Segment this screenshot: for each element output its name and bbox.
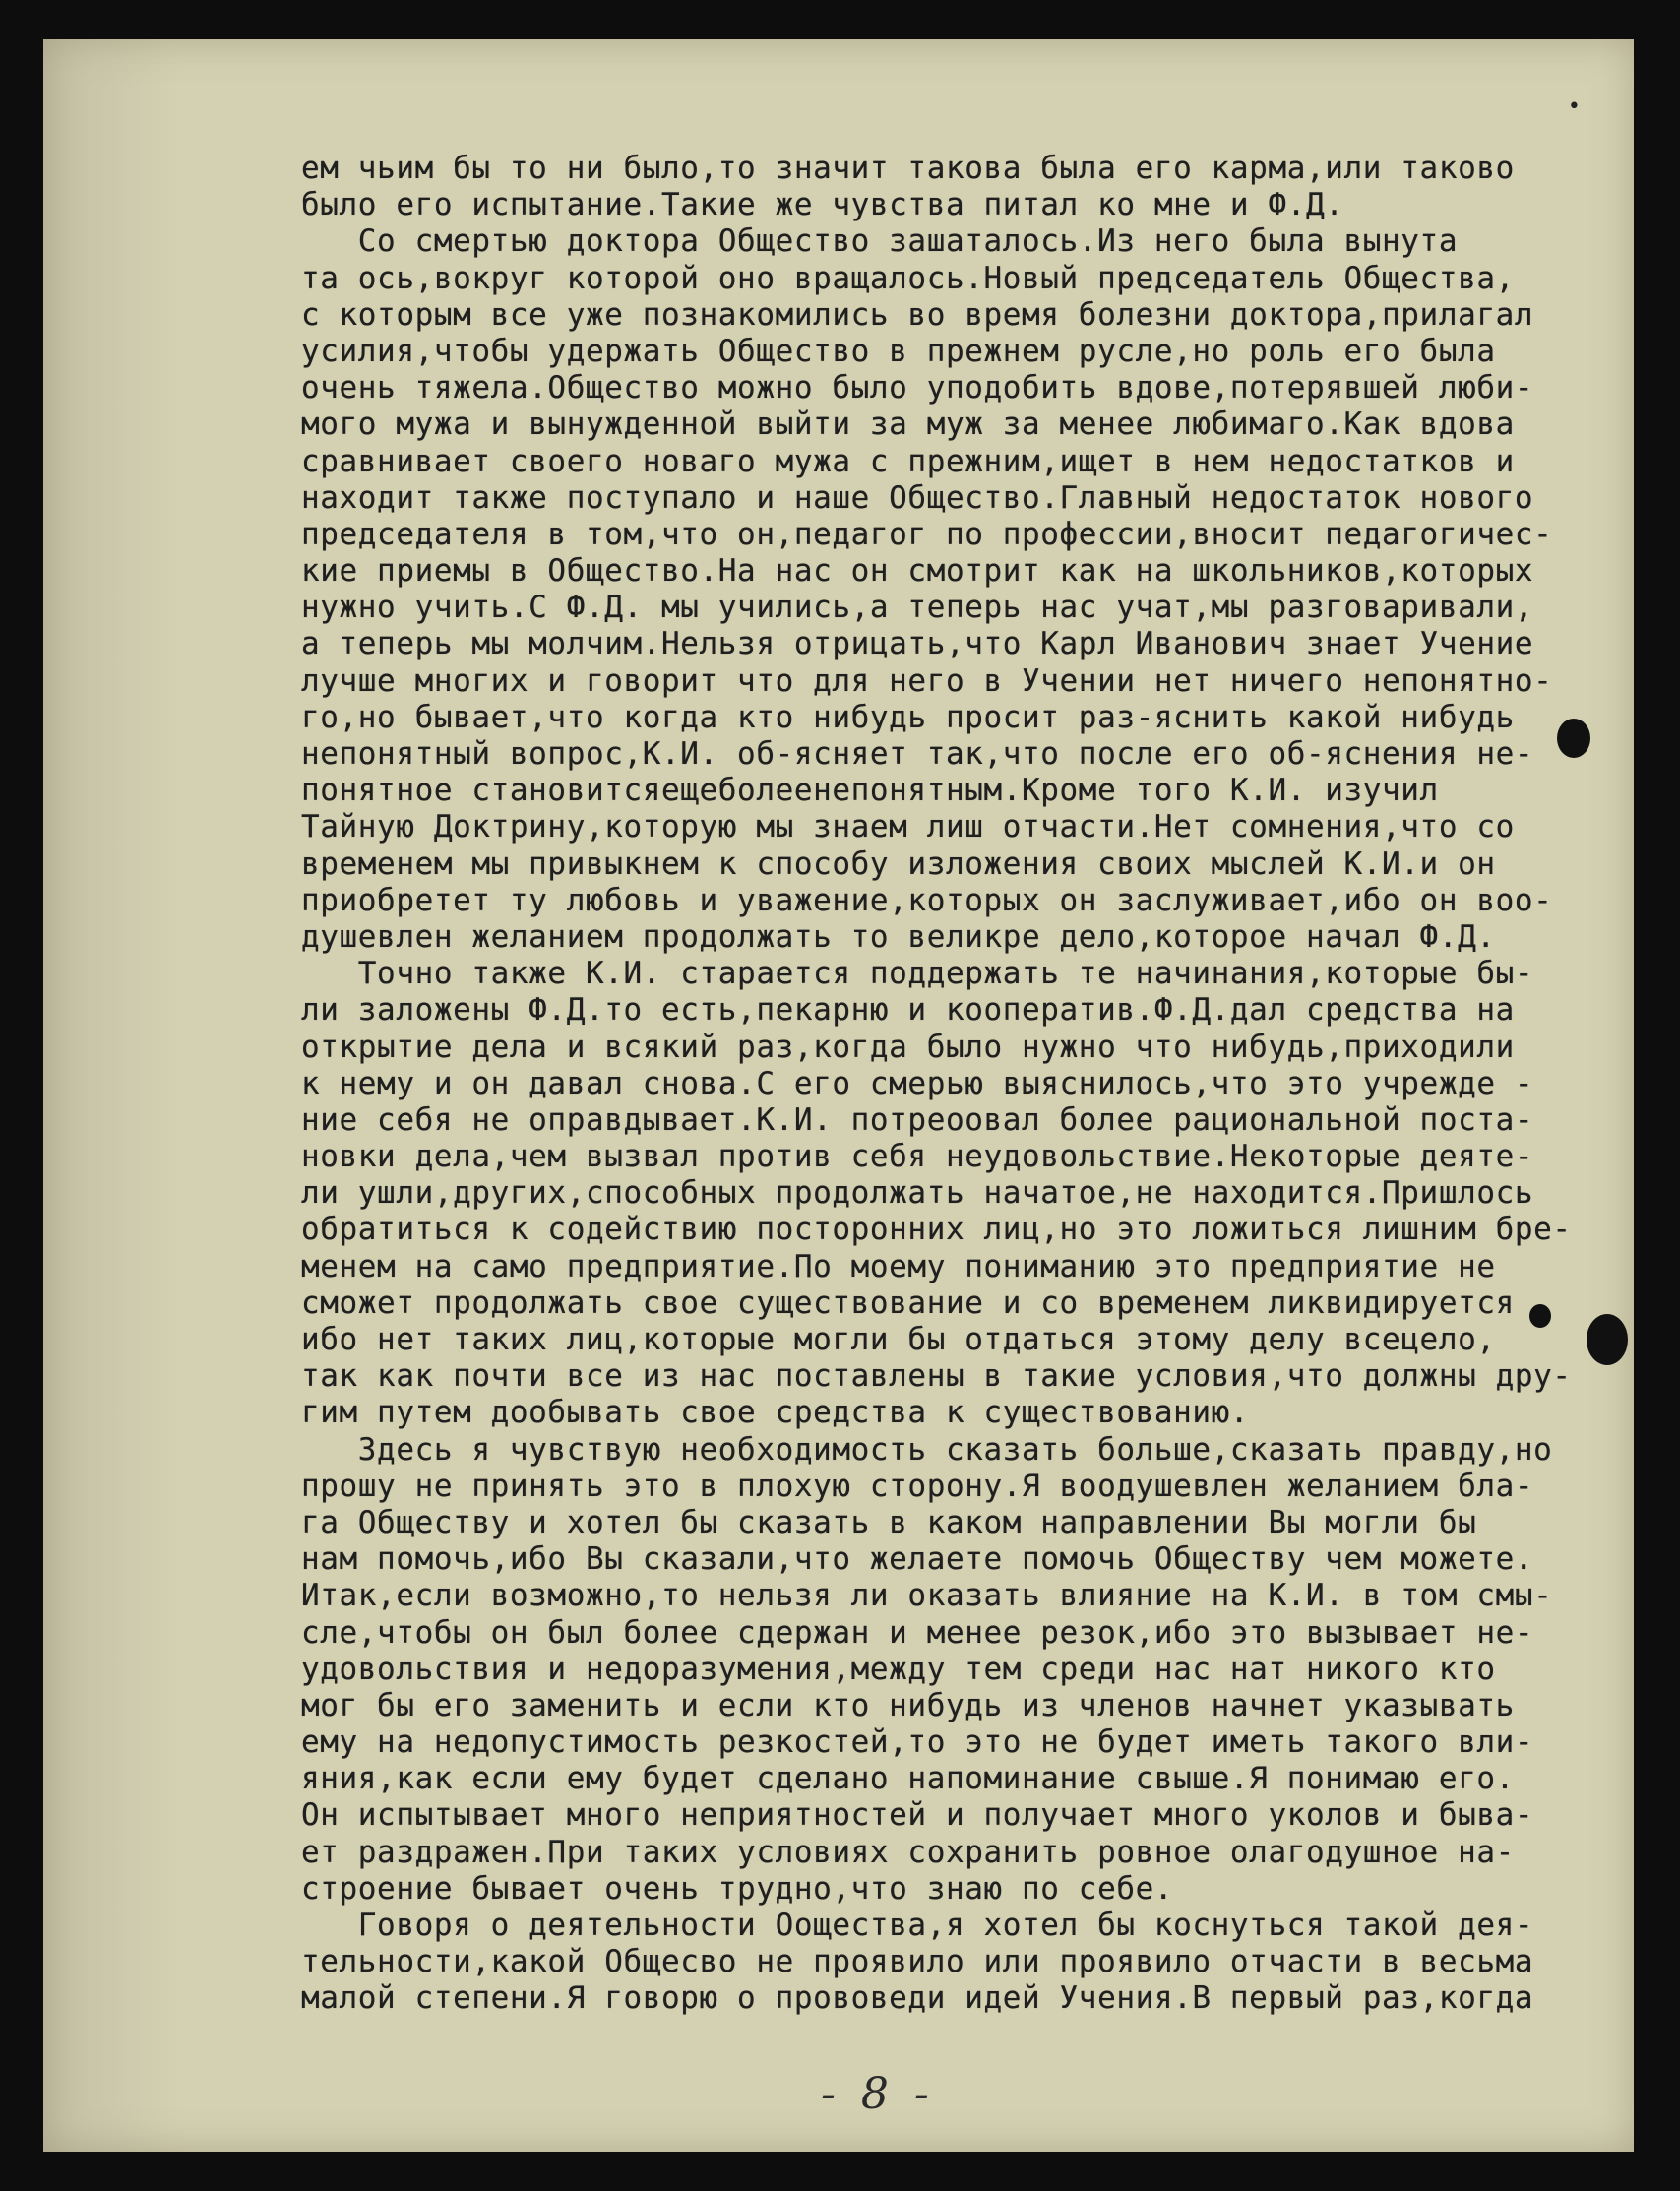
- text-line: кие приемы в Общество.На нас он смотрит как на школьников,которых: [301, 553, 1534, 590]
- text-line: тельности,какой Общесво не проявило или проявило отчасти в весьма: [301, 1944, 1534, 1980]
- text-line: сравнивает своего новаго мужа с прежним,ищет в нем недостатков и: [301, 443, 1515, 479]
- text-line: так как почти все из нас поставлены в такие условия,что должны дру-: [301, 1358, 1572, 1395]
- text-line: ли ушли,других,способных продолжать начатое,не находится.Пришлось: [301, 1175, 1534, 1212]
- text-line: находит также поступало и наше Общество.Главный недостаток нового: [301, 479, 1534, 516]
- text-line: приобретет ту любовь и уважение,которых он заслуживает,ибо он воо-: [301, 882, 1553, 918]
- text-line: нам помочь,ибо Вы сказали,что желаете помочь Обществу чем можете.: [301, 1541, 1534, 1578]
- text-line: ем чьим бы то ни было,то значит такова была его карма,или таково: [301, 151, 1515, 186]
- typewritten-page: [43, 39, 1634, 2152]
- text-line: усилия,чтобы удержать Общество в прежнем русле,но роль его была: [301, 333, 1496, 369]
- text-line: к нему и он давал снова.С его смерью выяснилось,что это учрежде -: [301, 1065, 1534, 1101]
- text-line: Точно также К.И. старается поддержать те начинания,которые бы-: [301, 956, 1534, 992]
- text-line: душевлен желанием продолжать то великре дело,которое начал Ф.Д.: [301, 918, 1496, 955]
- text-line: с которым все уже познакомились во время болезни доктора,прилагал: [301, 296, 1534, 333]
- text-line: го,но бывает,что когда кто нибудь просит раз-яснить какой нибудь: [301, 699, 1515, 735]
- text-line: нужно учить.С Ф.Д. мы учились,а теперь нас учат,мы разговаривали,: [301, 590, 1534, 626]
- text-line: Говоря о деятельности Оощества,я хотел бы коснуться такой дея-: [301, 1908, 1534, 1943]
- typewritten-text-body: [301, 151, 1634, 2018]
- text-line: очень тяжела.Общество можно было уподобить вдове,потерявшей люби-: [301, 370, 1534, 407]
- text-line: сможет продолжать свое существование и со временем ликвидируется: [301, 1284, 1515, 1321]
- text-line: ибо нет таких лиц,которые могли бы отдаться этому делу всецело,: [301, 1322, 1496, 1357]
- text-line: мог бы его заменить и если кто нибудь из членов начнет указывать: [301, 1687, 1515, 1723]
- text-line: га Обществу и хотел бы сказать в каком направлении Вы могли бы: [301, 1504, 1477, 1540]
- text-line: Тайную Доктрину,которую мы знаем лиш отчасти.Нет сомнения,что со: [301, 809, 1515, 845]
- text-line: удовольствия и недоразумения,между тем среди нас нат никого кто: [301, 1651, 1496, 1687]
- text-line: а теперь мы молчим.Нельзя отрицать,что Карл Иванович знает Учение: [301, 626, 1534, 662]
- text-line: ние себя не оправдывает.К.И. потреоовал более рациональной поста-: [301, 1101, 1534, 1138]
- text-line: ему на недопустимость резкостей,то это не будет иметь такого вли-: [301, 1724, 1534, 1761]
- text-line: новки дела,чем вызвал против себя неудовольствие.Некоторые деяте-: [301, 1139, 1534, 1175]
- text-line: временем мы привыкнем к способу изложения своих мыслей К.И.и он: [301, 845, 1496, 882]
- text-line: непонятный вопрос,К.И. об-ясняет так,что после его об-яснения не-: [301, 736, 1534, 772]
- text-line: Здесь я чувствую необходимость сказать больше,сказать правду,но: [301, 1431, 1553, 1468]
- text-line: было его испытание.Такие же чувства питал ко мне и Ф.Д.: [301, 187, 1344, 223]
- text-line: открытие дела и всякий раз,когда было нужно что нибудь,приходили: [301, 1029, 1515, 1065]
- text-line: понятное становитсяещеболеенепонятным.Кроме того К.И. изучил: [301, 773, 1439, 809]
- text-line: прошу не принять это в плохую сторону.Я воодушевлен желанием бла-: [301, 1468, 1534, 1504]
- ink-blot: [1529, 1304, 1551, 1328]
- text-line: малой степени.Я говорю о прововеди идей Учения.В первый раз,когда: [301, 1980, 1534, 2017]
- text-line: мого мужа и вынужденной выйти за муж за менее любимаго.Как вдова: [301, 407, 1515, 443]
- text-line: сле,чтобы он был более сдержан и менее резок,ибо это вызывает не-: [301, 1614, 1534, 1651]
- text-line: гим путем дообывать свое средства к существованию.: [301, 1395, 1250, 1431]
- text-line: Со смертью доктора Общество зашаталось.Из него была вынута: [301, 223, 1459, 260]
- text-line: председателя в том,что он,педагог по профессии,вносит педагогичес-: [301, 516, 1553, 552]
- ink-blot: [1587, 1314, 1628, 1365]
- page-number: - 8 -: [821, 2069, 935, 2119]
- corner-mark: •: [1567, 94, 1581, 119]
- text-line: обратиться к содействию посторонних лиц,но это ложиться лишним бре-: [301, 1212, 1572, 1248]
- ink-blot: [1557, 719, 1590, 758]
- text-line: менем на само предприятие.По моему пониманию это предприятие не: [301, 1248, 1496, 1284]
- text-line: Он испытывает много неприятностей и получает много уколов и быва-: [301, 1797, 1534, 1834]
- text-line: ет раздражен.При таких условиях сохранить ровное олагодушное на-: [301, 1834, 1515, 1870]
- text-line: ли заложены Ф.Д.то есть,пекарню и кооператив.Ф.Д.дал средства на: [301, 992, 1515, 1029]
- text-line: та ось,вокруг которой оно вращалось.Новый председатель Общества,: [301, 260, 1515, 296]
- text-line: яния,как если ему будет сделано напоминание свыше.Я понимаю его.: [301, 1761, 1515, 1797]
- text-line: строение бывает очень трудно,что знаю по себе.: [301, 1870, 1174, 1907]
- paper-bleed-through: [43, 39, 181, 2152]
- text-line: лучше многих и говорит что для него в Учении нет ничего непонятно-: [301, 662, 1553, 699]
- text-line: Итак,если возможно,то нельзя ли оказать влияние на К.И. в том смы-: [301, 1578, 1553, 1614]
